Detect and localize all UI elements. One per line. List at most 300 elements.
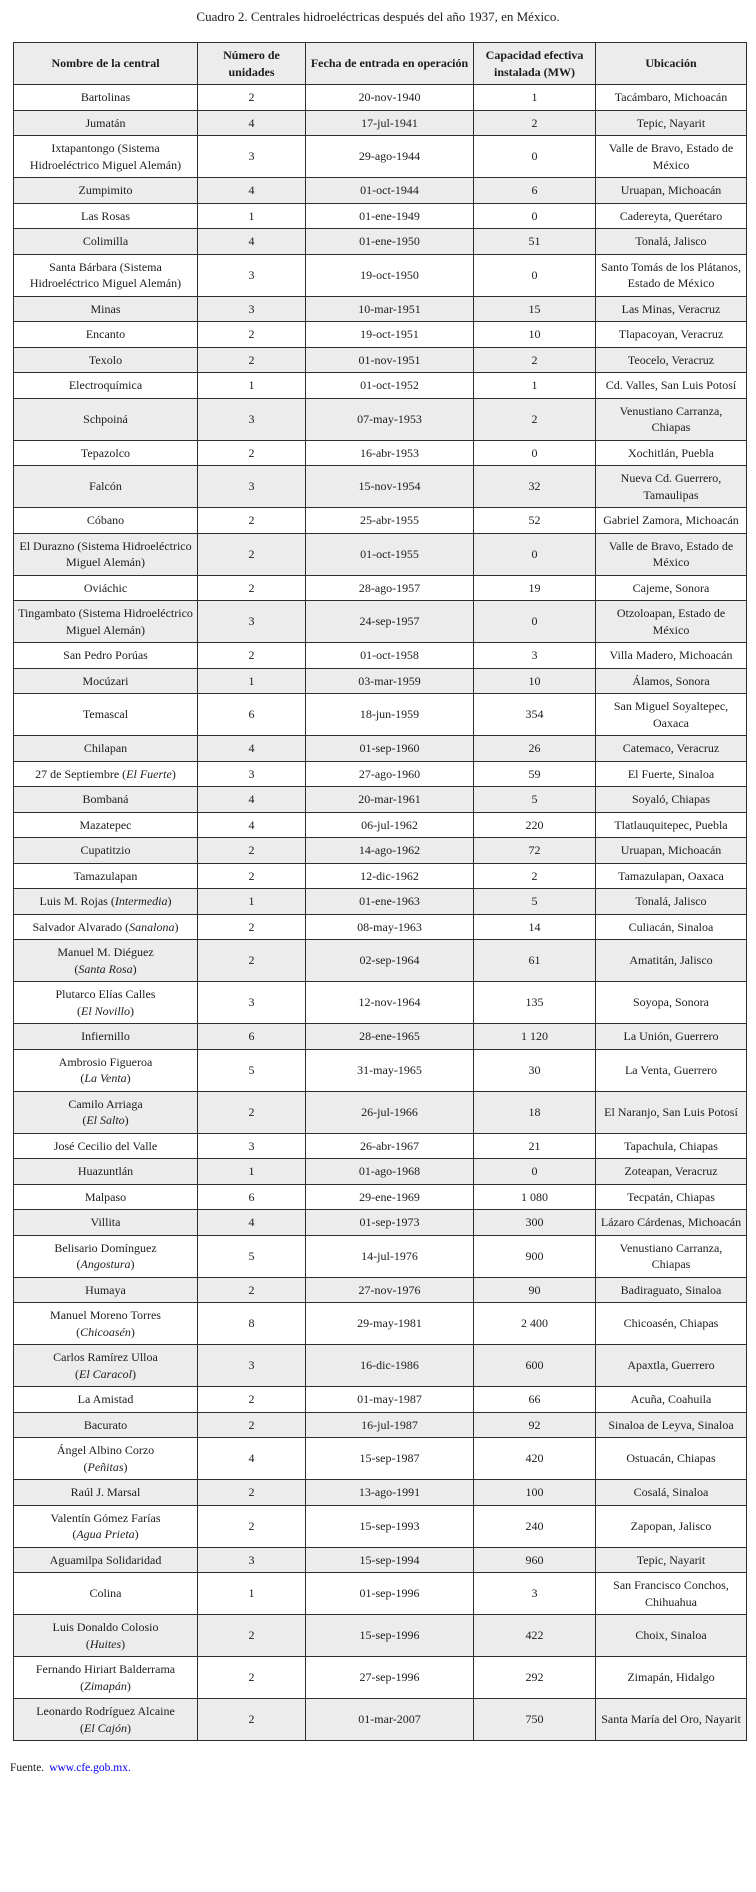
cell-units: 3 [198,296,306,322]
cell-location: Cd. Valles, San Luis Potosí [596,373,747,399]
table-row [14,889,747,915]
cell-central-name: Oviáchic [14,575,198,601]
cell-capacity: 1 [474,85,596,111]
cell-capacity: 59 [474,761,596,787]
cell-units: 4 [198,178,306,204]
table-row [14,1049,747,1091]
cell-date: 27-nov-1976 [306,1277,474,1303]
cell-date: 31-may-1965 [306,1049,474,1091]
cell-central-name: Manuel M. Diéguez (Santa Rosa) [14,940,198,982]
cell-capacity: 3 [474,1573,596,1615]
cell-date: 15-nov-1954 [306,466,474,508]
cell-location: Cadereyta, Querétaro [596,203,747,229]
cell-central-name: Manuel Moreno Torres (Chicoasén) [14,1303,198,1345]
cell-central-name: Mocúzari [14,668,198,694]
table-row [14,178,747,204]
col-header-capacidad: Capacidad efectiva instalada (MW) [474,43,596,85]
table-row [14,1505,747,1547]
table-row [14,1345,747,1387]
table-row [14,914,747,940]
cell-location: Uruapan, Michoacán [596,178,747,204]
cell-location: Tlapacoyan, Veracruz [596,322,747,348]
table-row [14,508,747,534]
cell-date: 01-ago-1968 [306,1159,474,1185]
cell-location: La Unión, Guerrero [596,1024,747,1050]
cell-units: 5 [198,1049,306,1091]
cell-central-name: José Cecilio del Valle [14,1133,198,1159]
cell-capacity: 2 [474,398,596,440]
table-row [14,940,747,982]
cell-central-name: Aguamilpa Solidaridad [14,1547,198,1573]
cell-location: Uruapan, Michoacán [596,838,747,864]
cell-location: Culiacán, Sinaloa [596,914,747,940]
cell-date: 12-dic-1962 [306,863,474,889]
cell-units: 3 [198,1547,306,1573]
cell-units: 3 [198,1133,306,1159]
cell-units: 4 [198,1438,306,1480]
cell-capacity: 240 [474,1505,596,1547]
cell-units: 5 [198,1235,306,1277]
page [0,9,756,1774]
cell-capacity: 0 [474,254,596,296]
table-row [14,1159,747,1185]
cell-central-name: Tingambato (Sistema Hidroeléctrico Miguel Alemán) [14,601,198,643]
col-header-fecha: Fecha de entrada en operación [306,43,474,85]
cell-location: Chicoasén, Chiapas [596,1303,747,1345]
cell-capacity: 0 [474,601,596,643]
cell-location: Lázaro Cárdenas, Michoacán [596,1210,747,1236]
cell-location: Zapopan, Jalisco [596,1505,747,1547]
cell-central-name: La Amistad [14,1387,198,1413]
cell-capacity: 300 [474,1210,596,1236]
cell-location: Valle de Bravo, Estado de México [596,533,747,575]
col-header-nombre: Nombre de la central [14,43,198,85]
table-row [14,1657,747,1699]
cell-date: 26-jul-1966 [306,1091,474,1133]
table-row [14,812,747,838]
cell-location: Soyaló, Chiapas [596,787,747,813]
cell-central-name: Cóbano [14,508,198,534]
cell-capacity: 1 [474,373,596,399]
cell-units: 6 [198,1184,306,1210]
cell-location: Tepic, Nayarit [596,1547,747,1573]
cell-location: Álamos, Sonora [596,668,747,694]
cell-capacity: 600 [474,1345,596,1387]
cell-central-name: Bacurato [14,1412,198,1438]
cell-central-name: Encanto [14,322,198,348]
cell-units: 2 [198,1480,306,1506]
cell-date: 14-jul-1976 [306,1235,474,1277]
table-row [14,1412,747,1438]
cell-units: 3 [198,254,306,296]
cell-date: 14-ago-1962 [306,838,474,864]
table-row [14,1573,747,1615]
table-row [14,1615,747,1657]
cell-capacity: 750 [474,1699,596,1741]
cell-units: 2 [198,1657,306,1699]
cell-central-name: Colimilla [14,229,198,255]
table-row [14,668,747,694]
cell-central-name: Colina [14,1573,198,1615]
cell-date: 12-nov-1964 [306,982,474,1024]
cell-central-name: Mazatepec [14,812,198,838]
table-row [14,1133,747,1159]
table-row [14,761,747,787]
cell-capacity: 32 [474,466,596,508]
cell-location: Tacámbaro, Michoacán [596,85,747,111]
cell-units: 2 [198,643,306,669]
cell-capacity: 19 [474,575,596,601]
cell-location: Tonalá, Jalisco [596,229,747,255]
cell-central-name: Tepazolco [14,440,198,466]
cell-date: 29-ene-1969 [306,1184,474,1210]
cell-units: 3 [198,136,306,178]
cell-capacity: 135 [474,982,596,1024]
cell-central-name: Belisario Domínguez (Angostura) [14,1235,198,1277]
cell-capacity: 90 [474,1277,596,1303]
cell-date: 15-sep-1987 [306,1438,474,1480]
cell-location: Soyopa, Sonora [596,982,747,1024]
table-row [14,1235,747,1277]
cell-central-name: Santa Bárbara (Sistema Hidroeléctrico Miguel Alemán) [14,254,198,296]
cell-central-name: Carlos Ramírez Ulloa (El Caracol) [14,1345,198,1387]
cell-capacity: 5 [474,889,596,915]
table-row [14,533,747,575]
table-row [14,982,747,1024]
cell-units: 2 [198,440,306,466]
cell-units: 6 [198,694,306,736]
cell-capacity: 2 [474,347,596,373]
table-row [14,229,747,255]
cell-central-name: Bombaná [14,787,198,813]
table-header [14,43,747,85]
cell-central-name: Las Rosas [14,203,198,229]
cell-date: 01-sep-1973 [306,1210,474,1236]
cell-capacity: 2 [474,863,596,889]
cell-capacity: 0 [474,440,596,466]
cell-date: 19-oct-1950 [306,254,474,296]
cell-date: 01-oct-1955 [306,533,474,575]
hydro-plants-table [13,42,747,1741]
cell-capacity: 1 120 [474,1024,596,1050]
cell-location: San Francisco Conchos, Chihuahua [596,1573,747,1615]
cell-date: 13-ago-1991 [306,1480,474,1506]
cell-date: 01-may-1987 [306,1387,474,1413]
cell-units: 3 [198,761,306,787]
cell-units: 2 [198,1091,306,1133]
table-row [14,1480,747,1506]
cell-capacity: 0 [474,533,596,575]
cell-capacity: 2 [474,110,596,136]
cell-location: Choix, Sinaloa [596,1615,747,1657]
cell-units: 2 [198,575,306,601]
cell-units: 2 [198,1387,306,1413]
cell-central-name: 27 de Septiembre (El Fuerte) [14,761,198,787]
cell-central-name: Salvador Alvarado (Sanalona) [14,914,198,940]
cell-date: 08-may-1963 [306,914,474,940]
cell-date: 28-ene-1965 [306,1024,474,1050]
cell-capacity: 26 [474,736,596,762]
cell-capacity: 72 [474,838,596,864]
cell-units: 4 [198,787,306,813]
cell-central-name: Chilapan [14,736,198,762]
cell-central-name: Luis M. Rojas (Intermedia) [14,889,198,915]
cell-capacity: 30 [474,1049,596,1091]
cell-date: 16-jul-1987 [306,1412,474,1438]
cell-units: 2 [198,1277,306,1303]
table-row [14,85,747,111]
table-row [14,736,747,762]
cell-capacity: 2 400 [474,1303,596,1345]
cell-date: 01-ene-1963 [306,889,474,915]
cell-location: Tamazulapan, Oaxaca [596,863,747,889]
cell-central-name: Leonardo Rodríguez Alcaine (El Cajón) [14,1699,198,1741]
cell-date: 26-abr-1967 [306,1133,474,1159]
table-row [14,1091,747,1133]
table-row [14,643,747,669]
table-row [14,1210,747,1236]
cell-central-name: Fernando Hiriart Balderrama (Zimapán) [14,1657,198,1699]
cell-location: Venustiano Carranza, Chiapas [596,1235,747,1277]
cell-central-name: Infiernillo [14,1024,198,1050]
table-row [14,322,747,348]
cell-capacity: 14 [474,914,596,940]
cell-units: 1 [198,668,306,694]
cell-date: 06-jul-1962 [306,812,474,838]
cell-central-name: Plutarco Elías Calles (El Novillo) [14,982,198,1024]
table-row [14,1699,747,1741]
cell-capacity: 900 [474,1235,596,1277]
cell-date: 20-nov-1940 [306,85,474,111]
cell-units: 2 [198,533,306,575]
cell-capacity: 52 [474,508,596,534]
cell-units: 1 [198,1159,306,1185]
cell-date: 01-oct-1958 [306,643,474,669]
cell-date: 01-nov-1951 [306,347,474,373]
cell-date: 19-oct-1951 [306,322,474,348]
cell-date: 29-ago-1944 [306,136,474,178]
cell-location: Apaxtla, Guerrero [596,1345,747,1387]
cell-central-name: Tamazulapan [14,863,198,889]
cell-location: Acuña, Coahuila [596,1387,747,1413]
table-row [14,1184,747,1210]
cell-capacity: 15 [474,296,596,322]
cell-location: Santo Tomás de los Plátanos, Estado de México [596,254,747,296]
cell-location: San Miguel Soyaltepec, Oaxaca [596,694,747,736]
cell-capacity: 5 [474,787,596,813]
cell-location: El Fuerte, Sinaloa [596,761,747,787]
cell-date: 29-may-1981 [306,1303,474,1345]
cell-units: 3 [198,398,306,440]
cell-capacity: 0 [474,136,596,178]
cell-location: Amatitán, Jalisco [596,940,747,982]
cell-central-name: Camilo Arriaga (El Salto) [14,1091,198,1133]
cell-central-name: Texolo [14,347,198,373]
cell-date: 15-sep-1994 [306,1547,474,1573]
cell-date: 01-sep-1960 [306,736,474,762]
cell-date: 07-may-1953 [306,398,474,440]
table-row [14,203,747,229]
cell-central-name: Huazuntlán [14,1159,198,1185]
cell-location: Santa María del Oro, Nayarit [596,1699,747,1741]
table-row [14,373,747,399]
cell-location: Nueva Cd. Guerrero, Tamaulipas [596,466,747,508]
cell-central-name: San Pedro Porúas [14,643,198,669]
table-row [14,694,747,736]
cell-units: 4 [198,110,306,136]
table-row [14,787,747,813]
cell-capacity: 100 [474,1480,596,1506]
cell-date: 01-oct-1952 [306,373,474,399]
cell-location: Catemaco, Veracruz [596,736,747,762]
cell-central-name: Villita [14,1210,198,1236]
cell-date: 27-sep-1996 [306,1657,474,1699]
cell-capacity: 3 [474,643,596,669]
cell-capacity: 354 [474,694,596,736]
col-header-ubicacion: Ubicación [596,43,747,85]
cell-units: 2 [198,347,306,373]
table-row [14,601,747,643]
cell-units: 1 [198,373,306,399]
table-row [14,296,747,322]
table-row [14,398,747,440]
cell-units: 3 [198,466,306,508]
cell-capacity: 420 [474,1438,596,1480]
cell-units: 4 [198,736,306,762]
cell-units: 4 [198,229,306,255]
table-row [14,254,747,296]
cell-units: 2 [198,1699,306,1741]
cell-capacity: 61 [474,940,596,982]
cell-date: 16-abr-1953 [306,440,474,466]
cell-date: 28-ago-1957 [306,575,474,601]
cell-location: Zimapán, Hidalgo [596,1657,747,1699]
cell-location: La Venta, Guerrero [596,1049,747,1091]
cell-units: 1 [198,1573,306,1615]
cell-location: Cajeme, Sonora [596,575,747,601]
cell-date: 02-sep-1964 [306,940,474,982]
cell-units: 2 [198,85,306,111]
cell-date: 27-ago-1960 [306,761,474,787]
cell-units: 2 [198,863,306,889]
cell-location: Villa Madero, Michoacán [596,643,747,669]
table-row [14,1303,747,1345]
col-header-unidades: Número de unidades [198,43,306,85]
table-row [14,466,747,508]
cell-date: 01-sep-1996 [306,1573,474,1615]
cell-units: 3 [198,982,306,1024]
table-row [14,136,747,178]
cell-date: 01-ene-1949 [306,203,474,229]
cell-location: Gabriel Zamora, Michoacán [596,508,747,534]
cell-location: Sinaloa de Leyva, Sinaloa [596,1412,747,1438]
cell-central-name: Raúl J. Marsal [14,1480,198,1506]
cell-central-name: Electroquímica [14,373,198,399]
cell-location: Venustiano Carranza, Chiapas [596,398,747,440]
cell-central-name: Cupatitzio [14,838,198,864]
cell-location: Tepic, Nayarit [596,110,747,136]
source-link[interactable]: www.cfe.gob.mx. [49,1762,131,1774]
cell-units: 2 [198,1505,306,1547]
cell-date: 03-mar-1959 [306,668,474,694]
cell-central-name: Jumatán [14,110,198,136]
cell-date: 15-sep-1996 [306,1615,474,1657]
cell-units: 2 [198,914,306,940]
cell-location: Badiraguato, Sinaloa [596,1277,747,1303]
cell-capacity: 220 [474,812,596,838]
cell-date: 25-abr-1955 [306,508,474,534]
source-label: Fuente. [10,1762,45,1774]
cell-capacity: 292 [474,1657,596,1699]
cell-units: 2 [198,322,306,348]
cell-capacity: 21 [474,1133,596,1159]
cell-date: 18-jun-1959 [306,694,474,736]
table-row [14,1387,747,1413]
cell-capacity: 0 [474,203,596,229]
table-row [14,1438,747,1480]
table-row [14,1547,747,1573]
cell-capacity: 66 [474,1387,596,1413]
cell-capacity: 10 [474,668,596,694]
cell-date: 15-sep-1993 [306,1505,474,1547]
cell-capacity: 51 [474,229,596,255]
cell-location: Ostuacán, Chiapas [596,1438,747,1480]
cell-location: Zoteapan, Veracruz [596,1159,747,1185]
cell-capacity: 18 [474,1091,596,1133]
cell-central-name: Valentín Gómez Farías (Agua Prieta) [14,1505,198,1547]
cell-units: 2 [198,1412,306,1438]
cell-location: Tonalá, Jalisco [596,889,747,915]
cell-units: 3 [198,601,306,643]
table-row [14,110,747,136]
cell-units: 3 [198,1345,306,1387]
cell-date: 01-oct-1944 [306,178,474,204]
cell-central-name: Temascal [14,694,198,736]
cell-date: 24-sep-1957 [306,601,474,643]
source-note [10,1762,756,1774]
table-caption: Cuadro 2. Centrales hidroeléctricas después del año 1937, en México. [196,9,560,24]
table-row [14,1024,747,1050]
cell-units: 6 [198,1024,306,1050]
cell-central-name: Bartolinas [14,85,198,111]
cell-units: 2 [198,1615,306,1657]
cell-units: 8 [198,1303,306,1345]
cell-location: Valle de Bravo, Estado de México [596,136,747,178]
cell-location: Teocelo, Veracruz [596,347,747,373]
table-row [14,838,747,864]
cell-location: El Naranjo, San Luis Potosí [596,1091,747,1133]
table-row [14,347,747,373]
table-row [14,863,747,889]
cell-central-name: Zumpimito [14,178,198,204]
cell-date: 01-ene-1950 [306,229,474,255]
cell-capacity: 92 [474,1412,596,1438]
cell-central-name: Schpoiná [14,398,198,440]
cell-date: 20-mar-1961 [306,787,474,813]
cell-location: Tecpatán, Chiapas [596,1184,747,1210]
cell-date: 16-dic-1986 [306,1345,474,1387]
table-body [14,85,747,1741]
cell-date: 17-jul-1941 [306,110,474,136]
table-row [14,1277,747,1303]
cell-location: Cosalá, Sinaloa [596,1480,747,1506]
cell-location: Otzoloapan, Estado de México [596,601,747,643]
cell-central-name: Humaya [14,1277,198,1303]
cell-capacity: 422 [474,1615,596,1657]
header-row [14,43,747,85]
cell-capacity: 960 [474,1547,596,1573]
cell-date: 01-mar-2007 [306,1699,474,1741]
